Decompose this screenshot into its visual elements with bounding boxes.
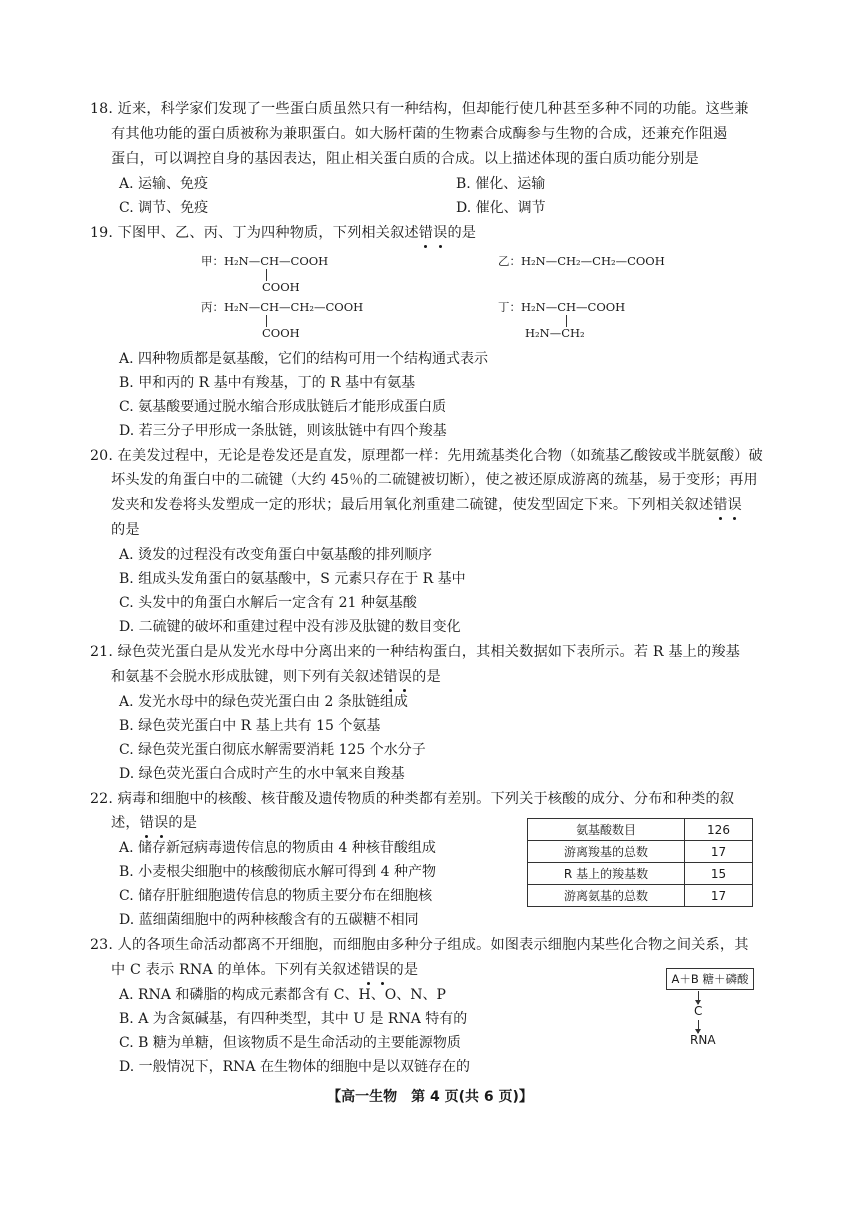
structure-bing: 丙：H₂N—CH—CH₂—COOH [201,300,364,314]
q18-stem-line1: 18. 近来，科学家们发现了一些蛋白质虽然只有一种结构，但却能行使几种甚至多种不同的功能。这些兼 [90,101,749,117]
q21-stem-line2-end: 的是 [412,669,441,685]
q23-option-b: B. A 为含氮碱基，有四种类型，其中 U 是 RNA 特有的 [119,1011,468,1027]
q19-option-b: B. 甲和丙的 R 基中有羧基，丁的 R 基中有氨基 [119,375,416,391]
arrow-down-icon [698,1020,699,1033]
emphasis-dot-char: 错 [360,962,376,978]
table-row [528,863,753,885]
emphasis-dot-char: 误 [433,225,448,241]
q23-stem-line2-text: 中 C 表示 RNA 的单体。下列有关叙述 [111,962,361,978]
q20-option-b: B. 组成头发角蛋白的氨基酸中，S 元素只存在于 R 基中 [119,571,466,587]
q23-option-c: C. B 糖为单糖，但该物质不是生命活动的主要能源物质 [119,1035,461,1051]
q20-stem-line2: 坏头发的角蛋白中的二硫键（大约 45％的二硫键被切断），使之被还原成游离的巯基，易于变形；再用 [111,472,758,488]
amino-acid-data-table [527,818,753,907]
structure-jia: 甲：H₂N—CH—COOH [201,254,329,268]
emphasis-dot-char: 错 [713,497,728,513]
q19-option-a: A. 四种物质都是氨基酸，它们的结构可用一个结构通式表示 [119,351,489,367]
q22-option-a: A. 储存新冠病毒遗传信息的物质由 4 种核苷酸组成 [119,840,436,856]
q21-option-a: A. 发光水母中的绿色荧光蛋白由 2 条肽链组成 [119,694,408,710]
q23-stem-line2 [111,960,418,980]
emphasis-dot-char: 错 [139,815,155,831]
q20-stem-line1: 20. 在美发过程中，无论是卷发还是直发，原理都一样：先用巯基类化合物（如巯基乙酸铵或半胱氨酸）破 [90,448,763,464]
q19-option-d: D. 若三分子甲形成一条肽链，则该肽链中有四个羧基 [119,423,447,439]
q20-option-c: C. 头发中的角蛋白水解后一定含有 21 种氨基酸 [119,595,417,611]
q21-option-d: D. 绿色荧光蛋白合成时产生的水中氧来自羧基 [119,766,405,782]
q23-option-a: A. RNA 和磷脂的构成元素都含有 C、H、O、N、P [119,987,446,1003]
q23-option-d: D. 一般情况下，RNA 在生物体的细胞中是以双链存在的 [119,1059,470,1075]
table-row [528,841,753,863]
q19-stem [90,223,476,243]
flow-box-components: A＋B 糖＋磷酸 [666,968,754,990]
q20-stem-line4: 的是 [111,522,140,538]
q22-option-c: C. 储存肝脏细胞遗传信息的物质主要分布在细胞核 [119,888,433,904]
emphasis-dot-char: 误 [727,497,742,513]
q22-stem-line1: 22. 病毒和细胞中的核酸、核苷酸及遗传物质的种类都有差别。下列关于核酸的成分、分布和种类的叙 [90,791,735,807]
table-row [528,885,753,907]
structure-jia-sub: COOH [262,280,300,294]
q20-option-d: D. 二硫键的破坏和重建过程中没有涉及肽键的数目变化 [119,619,461,635]
emphasis-dot-char: 错 [418,225,434,241]
q18-option-b: B. 催化、运输 [456,176,546,192]
q19-option-c: C. 氨基酸要通过脱水缩合形成肽链后才能形成蛋白质 [119,399,447,415]
q22-stem-line2-end: 的是 [168,815,198,831]
q23-stem-line2-end: 的是 [389,962,419,978]
table-cell-value: 17 [685,885,753,907]
table-cell-label: 游离氨基的总数 [528,885,685,907]
table-cell-value: 17 [685,841,753,863]
structure-ding-sub: H₂N—CH₂ [525,326,585,340]
table-cell-label: 氨基酸数目 [528,819,685,841]
emphasis-dot-char: 误 [154,815,169,831]
q18-stem-line2: 有其他功能的蛋白质被称为兼职蛋白。如大肠杆菌的生物素合成酶参与生物的合成，还兼充作阻遏 [111,126,728,142]
structure-ding: 丁：H₂N—CH—COOH [498,300,626,314]
q18-option-a: A. 运输、免疫 [119,176,209,192]
q21-option-b: B. 绿色荧光蛋白中 R 基上共有 15 个氨基 [119,718,381,734]
q18-stem-line3: 蛋白，可以调控自身的基因表达，阻止相关蛋白质的合成。以上描述体现的蛋白质功能分别是 [111,151,699,167]
q23-stem-line1: 23. 人的各项生命活动都离不开细胞，而细胞由多种分子组成。如图表示细胞内某些化合物之间关系，其 [90,937,749,953]
q21-stem-line2 [111,667,441,687]
structure-bing-sub: COOH [262,326,300,340]
q21-stem-line1: 21. 绿色荧光蛋白是从发光水母中分离出来的一种结构蛋白，其相关数据如下表所示。若 R 基上的羧基 [90,644,741,660]
emphasis-dot-char: 误 [397,669,413,685]
table-row [528,819,753,841]
q19-stem-post: 的是 [447,225,477,241]
q22-stem-line2-text: 述， [111,815,140,831]
table-cell-label: 游离羧基的总数 [528,841,685,863]
q18-option-c: C. 调节、免疫 [119,200,209,216]
q20-stem-line3-text: 发夹和发卷将头发塑成一定的形状；最后用氧化剂重建二硫键，使发型固定下来。下列相关叙述 [111,497,714,513]
flow-node-rna: RNA [690,1033,716,1047]
table-cell-value: 126 [685,819,753,841]
flow-node-c: C [694,1004,703,1018]
q22-option-b: B. 小麦根尖细胞中的核酸彻底水解可得到 4 种产物 [119,864,436,880]
q21-option-c: C. 绿色荧光蛋白彻底水解需要消耗 125 个水分子 [119,742,426,758]
q19-stem-pre: 19. 下图甲、乙、丙、丁为四种物质，下列相关叙述 [90,225,419,241]
q21-stem-line2-text: 和氨基不会脱水形成肽键，则下列有关叙述 [111,669,384,685]
q20-option-a: A. 烫发的过程没有改变角蛋白中氨基酸的排列顺序 [119,547,433,563]
structure-yi: 乙：H₂N—CH₂—CH₂—COOH [498,254,665,268]
q20-stem-line3 [111,495,742,515]
emphasis-dot-char: 错 [383,669,398,685]
q22-stem-line2 [111,813,197,833]
table-cell-value: 15 [685,863,753,885]
page-footer: 【高一生物 第 4 页(共 6 页)】 [327,1089,533,1105]
emphasis-dot-char: 误 [375,962,390,978]
q18-option-d: D. 催化、调节 [456,200,546,216]
q22-option-d: D. 蓝细菌细胞中的两种核酸含有的五碳糖不相同 [119,912,419,928]
arrow-down-icon [698,991,699,1004]
table-cell-label: R 基上的羧基数 [528,863,685,885]
